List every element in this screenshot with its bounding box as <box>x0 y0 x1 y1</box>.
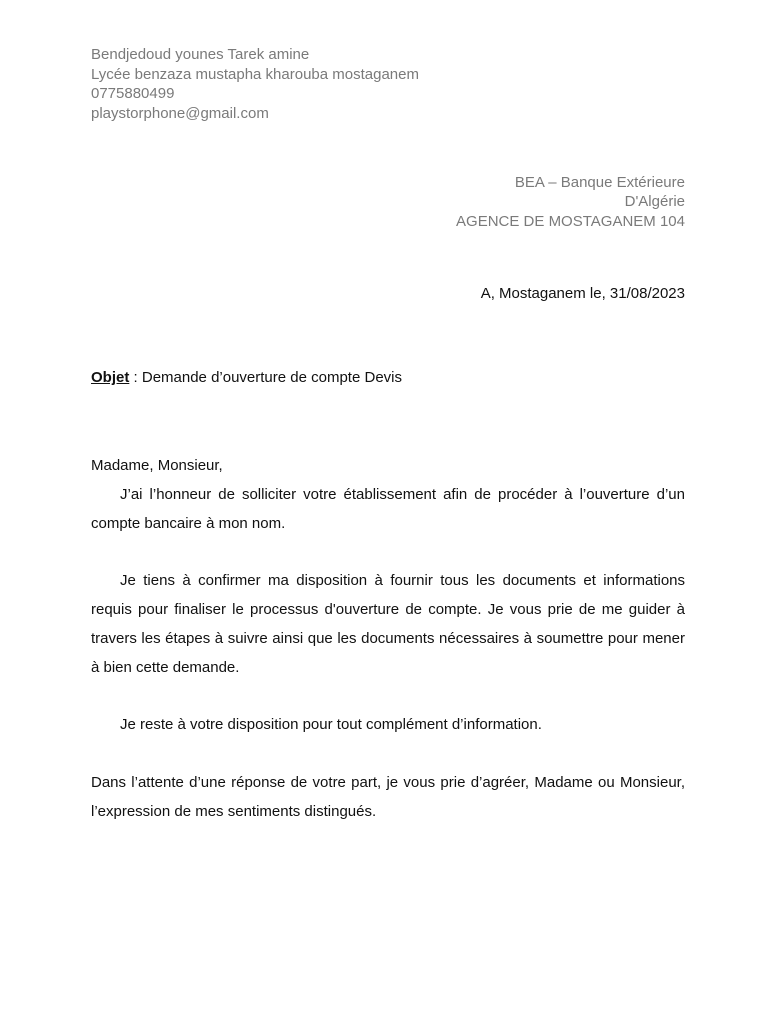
paragraph-1: J’ai l’honneur de solliciter votre établissement afin de procéder à l’ouverture d’un compte bancaire à mon nom. <box>91 486 685 532</box>
subject-text: Demande d’ouverture de compte Devis <box>141 369 402 386</box>
recipient-line-2: D'Algérie <box>624 193 685 211</box>
recipient-line-1: BEA – Banque Extérieure <box>514 174 685 191</box>
sender-phone: 0775880499 <box>91 85 175 102</box>
recipient-line-3: AGENCE DE MOSTAGANEM 104 <box>456 212 685 230</box>
paragraph-2: Je tiens à confirmer ma disposition à fournir tous les documents et informations requis pour finaliser le processus d'ouverture de compte. Je vous prie de me guider à travers les étapes à suivre ainsi que les documents nécessaires à soumettre pour mener à bien cette demande. <box>91 572 685 676</box>
closing-paragraph: Dans l’attente d’une réponse de votre part, je vous prie d’agréer, Madame ou Monsieur, l’expression de mes sentiments distingués. <box>91 774 685 820</box>
greeting: Madame, Monsieur, <box>91 457 223 474</box>
recipient-block <box>456 173 685 231</box>
sender-school: Lycée benzaza mustapha kharouba mostaganem <box>91 65 419 83</box>
sender-name: Bendjedoud younes Tarek amine <box>91 46 310 63</box>
sender-block <box>91 45 419 123</box>
subject-line <box>91 368 402 388</box>
sender-email: playstorphone@gmail.com <box>91 104 269 122</box>
paragraph-3: Je reste à votre disposition pour tout complément d’information. <box>120 716 542 733</box>
date-line: A, Mostaganem le, 31/08/2023 <box>480 285 685 302</box>
subject-label: Objet <box>91 369 130 386</box>
subject-separator: : <box>129 369 142 386</box>
